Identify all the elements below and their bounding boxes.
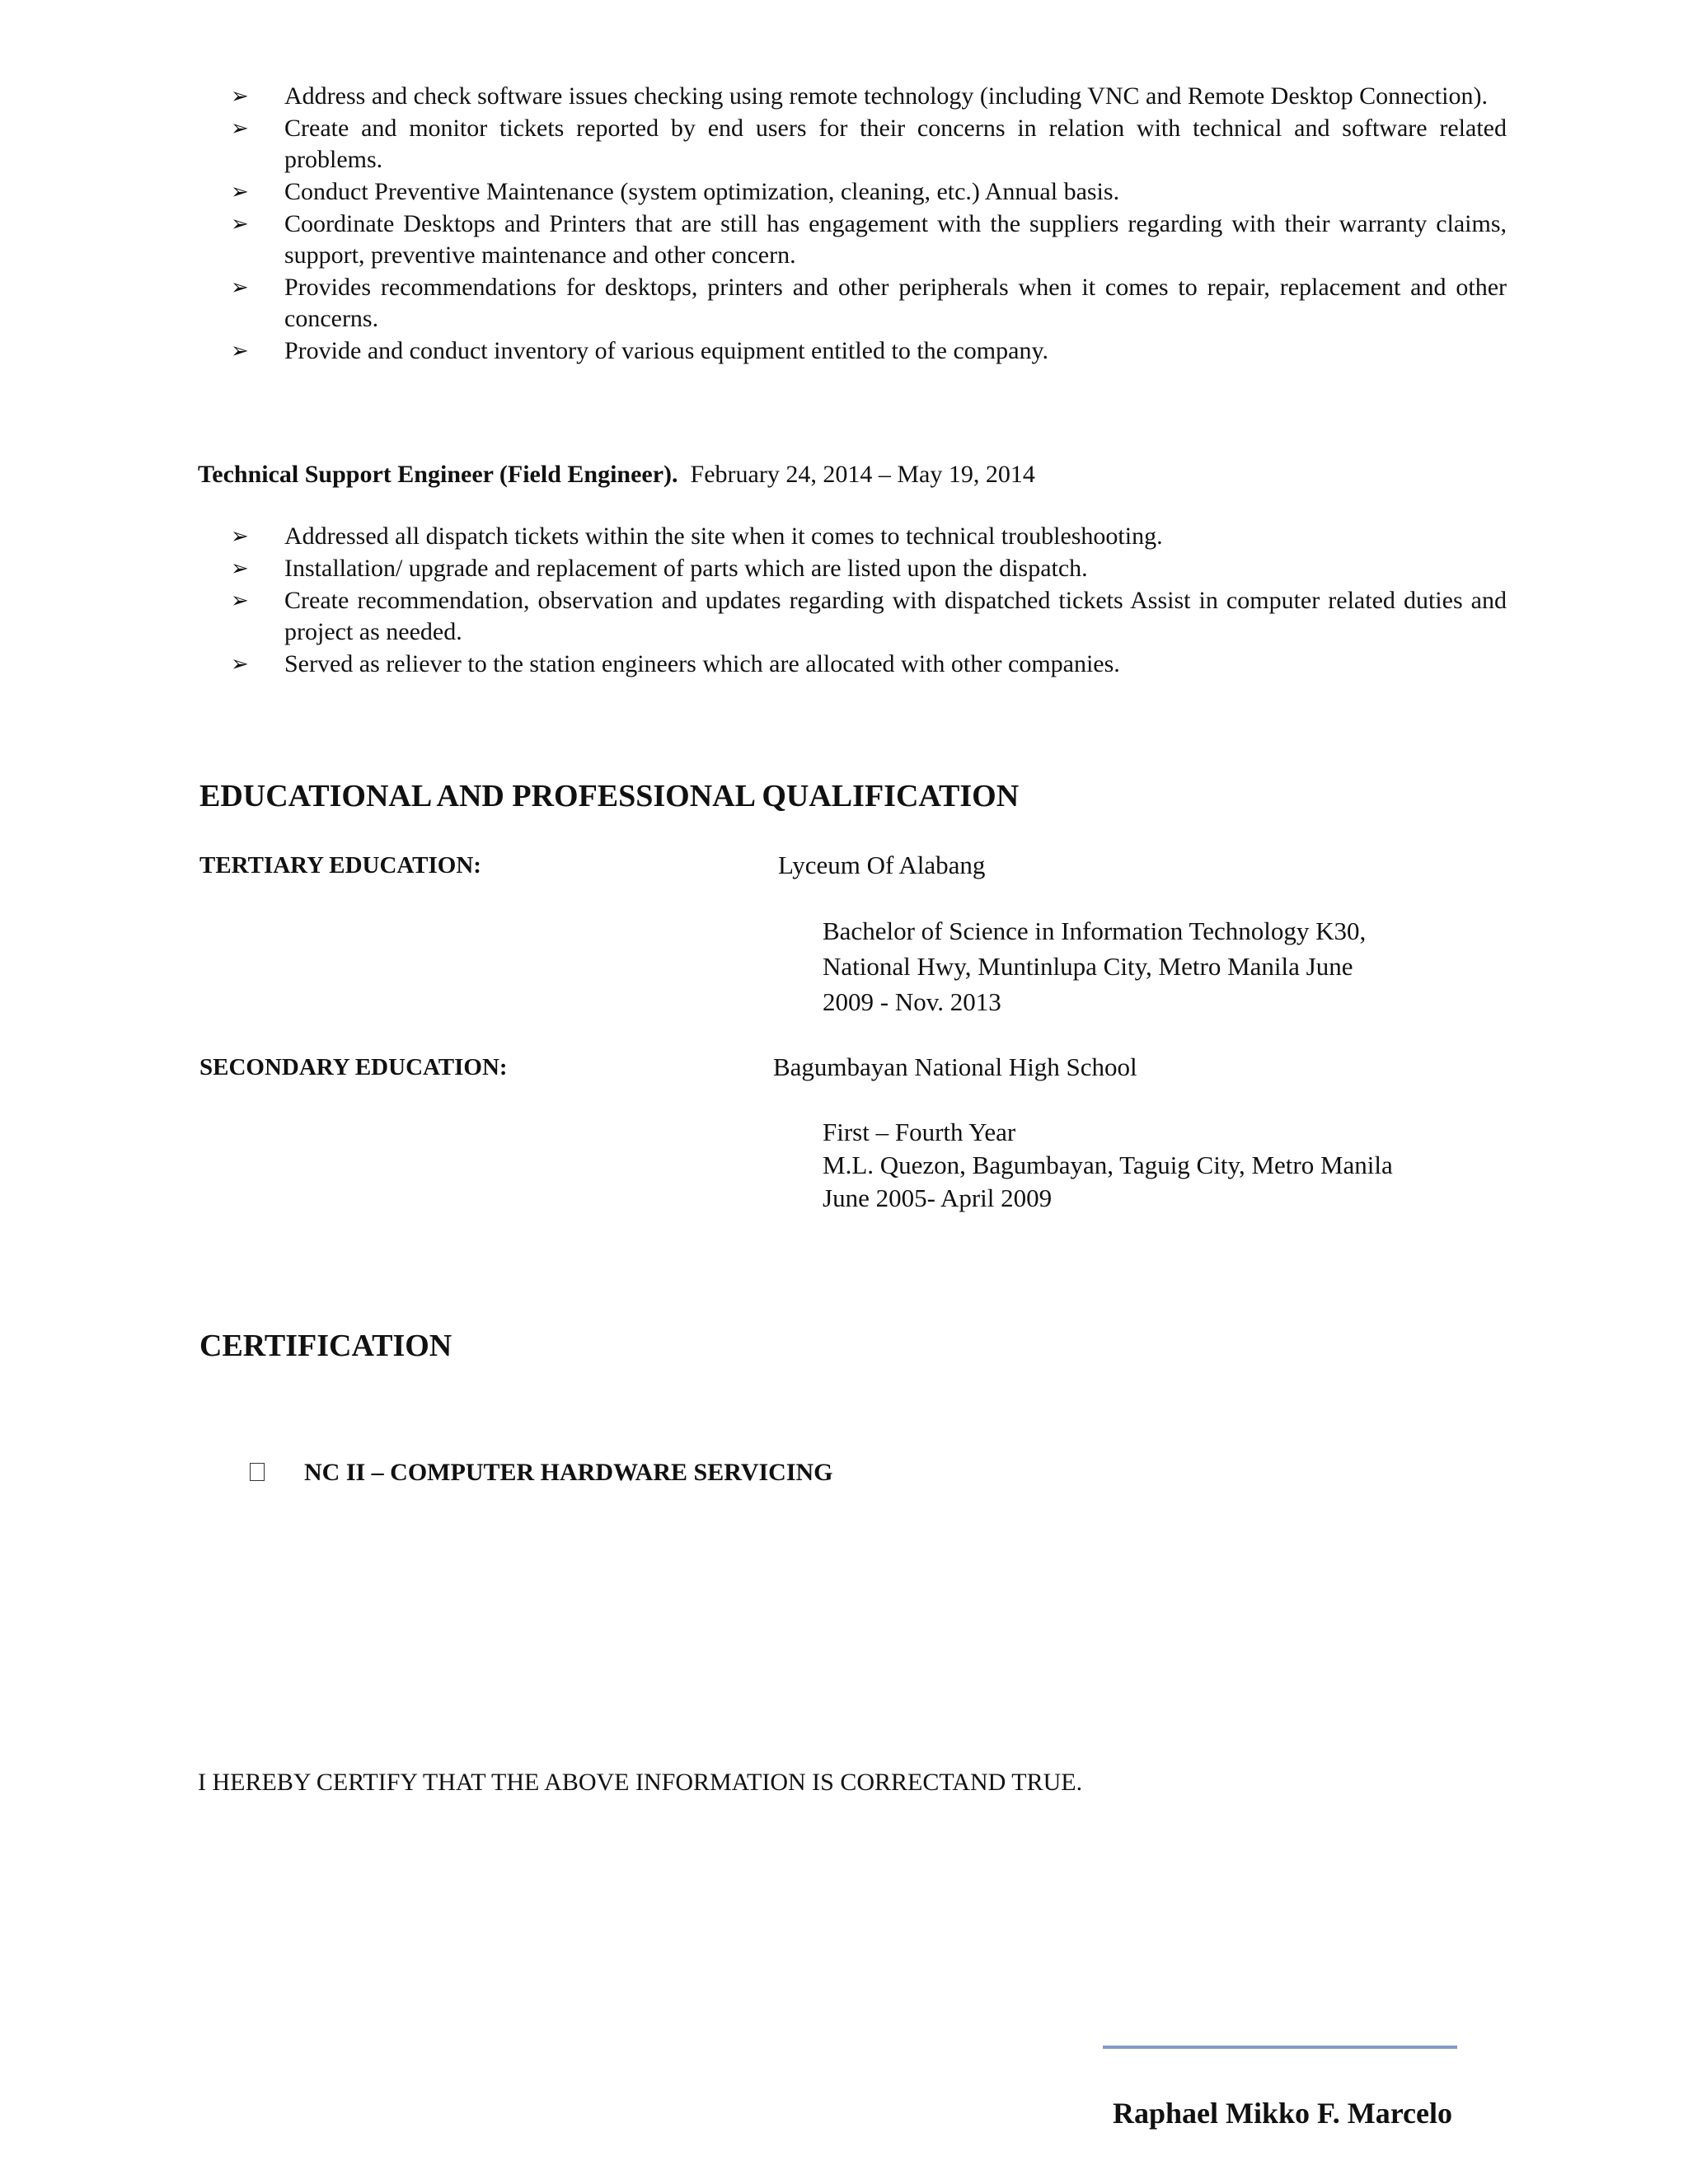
job-title-line — [198, 458, 1035, 491]
arrow-bullet-icon: ➢ — [231, 180, 249, 204]
secondary-address: M.L. Quezon, Bagumbayan, Taguig City, Metro Manila — [823, 1151, 1393, 1179]
list-item: ➢ Addressed all dispatch tickets within the site when it comes to technical troubleshooting. — [231, 521, 1507, 552]
secondary-dates: June 2005- April 2009 — [823, 1183, 1053, 1212]
tertiary-degree: Bachelor of Science in Information Technology K30, — [823, 916, 1367, 945]
list-item: ➢ Served as reliever to the station engineers which are allocated with other companies. — [231, 649, 1507, 680]
job1-responsibilities-list — [231, 81, 1507, 368]
secondary-years: First – Fourth Year — [823, 1118, 1016, 1146]
list-item: ➢ Provides recommendations for desktops, printers and other peripherals when it comes to repair, replacement and other concerns. — [231, 274, 1507, 332]
list-item: ➢ Address and check software issues checking using remote technology (including VNC and Remote Desktop Connection). — [231, 81, 1507, 112]
job2-responsibilities-list — [231, 521, 1507, 681]
list-item: ➢ Create and monitor tickets reported by end users for their concerns in relation with technical and software related problems. — [231, 115, 1507, 173]
list-item: ➢ Provide and conduct inventory of various equipment entitled to the company. — [231, 335, 1507, 367]
tertiary-school-name: Lyceum Of Alabang — [778, 851, 986, 879]
checkbox-bullet-icon — [250, 1463, 265, 1481]
arrow-bullet-icon: ➢ — [231, 212, 249, 237]
certification-heading: CERTIFICATION — [199, 1329, 452, 1363]
arrow-bullet-icon: ➢ — [231, 116, 249, 141]
declaration-text: I HEREBY CERTIFY THAT THE ABOVE INFORMATION IS CORRECTAND TRUE. — [198, 1769, 1083, 1796]
arrow-bullet-icon: ➢ — [231, 556, 249, 581]
tertiary-education-label: TERTIARY EDUCATION: — [199, 852, 481, 879]
tertiary-details — [823, 913, 1366, 1019]
arrow-bullet-icon: ➢ — [231, 652, 249, 677]
signatory-name: Raphael Mikko F. Marcelo — [1113, 2097, 1452, 2130]
certification-item: NC II – COMPUTER HARDWARE SERVICING — [250, 1459, 833, 1487]
secondary-details — [823, 1116, 1393, 1215]
secondary-education-label: SECONDARY EDUCATION: — [199, 1054, 508, 1080]
arrow-bullet-icon: ➢ — [231, 339, 249, 363]
signature-line — [1103, 2046, 1457, 2049]
list-item: ➢ Coordinate Desktops and Printers that are still has engagement with the suppliers regarding with their warranty claims, support, preventive maintenance and other concern. — [231, 210, 1507, 269]
list-item: ➢ Installation/ upgrade and replacement of parts which are listed upon the dispatch. — [231, 553, 1507, 584]
arrow-bullet-icon: ➢ — [231, 588, 249, 613]
arrow-bullet-icon: ➢ — [231, 275, 249, 300]
job-dates: February 24, 2014 – May 19, 2014 — [690, 461, 1035, 488]
list-item: ➢ Conduct Preventive Maintenance (system optimization, cleaning, etc.) Annual basis. — [231, 176, 1507, 208]
tertiary-dates: 2009 - Nov. 2013 — [823, 987, 1001, 1016]
education-heading: EDUCATIONAL AND PROFESSIONAL QUALIFICATION — [199, 779, 1020, 813]
secondary-school-name: Bagumbayan National High School — [773, 1052, 1137, 1081]
arrow-bullet-icon: ➢ — [231, 84, 249, 109]
list-item: ➢ Create recommendation, observation and updates regarding with dispatched tickets Assist in computer related duties and project as needed. — [231, 587, 1507, 645]
arrow-bullet-icon: ➢ — [231, 524, 249, 549]
job-title: Technical Support Engineer (Field Engineer). — [198, 461, 678, 488]
tertiary-address: National Hwy, Muntinlupa City, Metro Manila June — [823, 952, 1353, 981]
